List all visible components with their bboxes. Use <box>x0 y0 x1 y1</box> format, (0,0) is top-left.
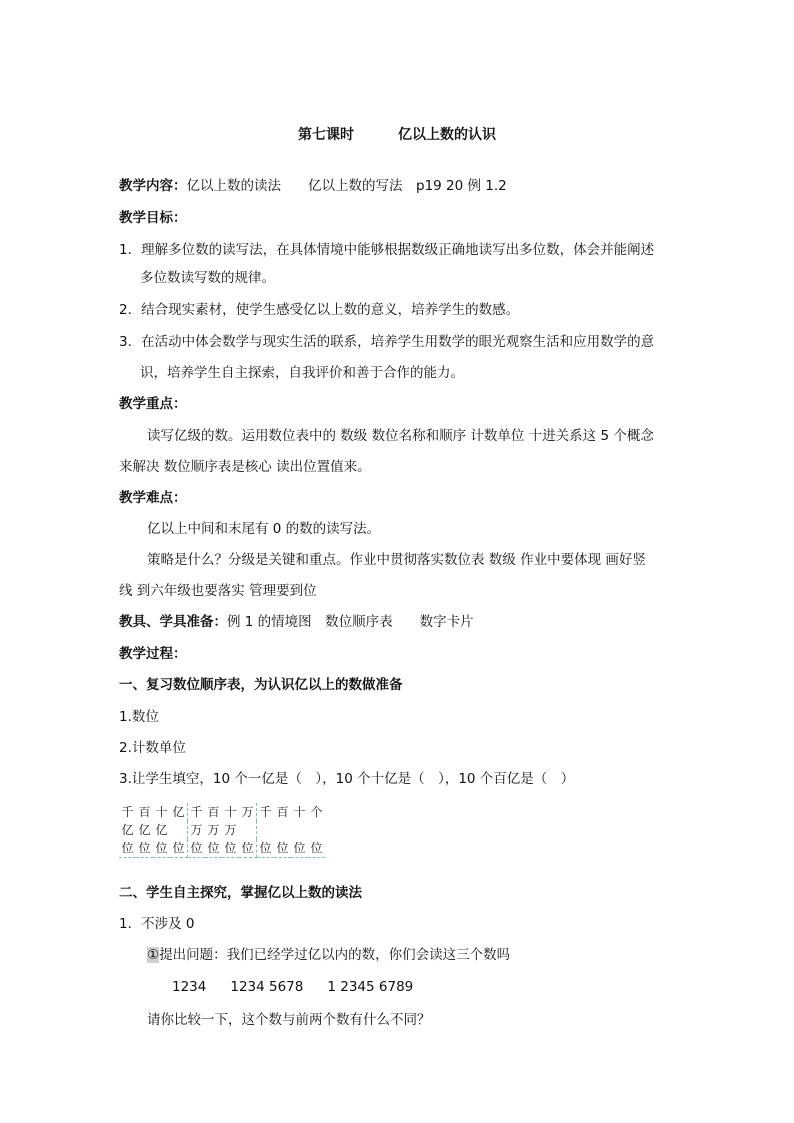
pv-cell: 位 <box>291 839 308 858</box>
compare-question: 请你比较一下，这个数与前两个数有什么不同？ <box>147 1012 431 1028</box>
section-1-item-1: 1.数位 <box>119 709 159 725</box>
section-1-heading: 一、复习数位顺序表，为认识亿以上的数做准备 <box>119 677 403 693</box>
goal-3-line-b: 识，培养学生自主探索，自我评价和善于合作的能力。 <box>140 365 464 381</box>
pv-cell: 十 <box>224 805 237 819</box>
pv-cell: 位 <box>222 839 239 858</box>
number-2: 1234 5678 <box>230 979 304 995</box>
content-line <box>119 176 507 196</box>
place-value-row-1 <box>119 803 325 821</box>
section-2-item-1: 1．不涉及 0 <box>119 916 195 932</box>
number-3: 1 2345 6789 <box>327 979 414 995</box>
pv-cell: 万 <box>190 823 203 837</box>
pv-cell: 位 <box>205 839 222 858</box>
lesson-number: 第七课时 <box>298 127 354 143</box>
tools-line <box>119 612 474 632</box>
place-value-row-2 <box>119 821 325 839</box>
difficulty-text-2: 策略是什么？分级是关键和重点。作业中贯彻落实数位表 数级 作业中要体现 画好竖 <box>147 552 646 568</box>
pv-cell: 位 <box>239 839 257 858</box>
pv-cell: 十 <box>293 805 306 819</box>
pv-cell: 位 <box>274 839 291 858</box>
difficulty-text-3: 线 到六年级也要落实 管理要到位 <box>119 583 317 599</box>
process-label: 教学过程： <box>119 646 187 662</box>
pv-cell: 亿 <box>138 823 151 837</box>
pv-cell: 万 <box>207 823 220 837</box>
numbers-line <box>172 977 413 997</box>
section-2-heading: 二、学生自主探究，掌握亿以上数的读法 <box>119 885 362 901</box>
pv-cell: 位 <box>170 839 188 858</box>
question-line <box>147 945 510 965</box>
difficulty-text-1: 亿以上中间和末尾有 0 的数的读写法。 <box>147 521 381 537</box>
pv-cell <box>257 821 275 839</box>
question-text: 提出问题：我们已经学过亿以内的数，你们会读这三个数吗 <box>159 947 511 963</box>
pv-cell: 千 <box>259 805 272 819</box>
pv-cell <box>239 821 257 839</box>
pv-cell <box>274 821 291 839</box>
number-1: 1234 <box>172 979 207 995</box>
pv-cell: 位 <box>188 839 206 858</box>
content-label: 教学内容： <box>119 178 187 194</box>
key-label: 教学重点： <box>119 396 187 412</box>
pv-cell: 亿 <box>170 803 188 821</box>
pv-cell: 位 <box>308 839 325 858</box>
pv-cell <box>308 821 325 839</box>
pv-cell <box>291 821 308 839</box>
goal-3-line-a: 3．在活动中体会数学与现实生活的联系，培养学生用数学的眼光观察生活和应用数学的意 <box>119 334 655 350</box>
difficulty-label: 教学难点： <box>119 490 187 506</box>
goals-label: 教学目标： <box>119 210 187 226</box>
pv-cell: 位 <box>136 839 153 858</box>
circled-number-one: ① <box>147 947 160 963</box>
place-value-table <box>119 803 325 858</box>
pv-cell: 位 <box>257 839 275 858</box>
pv-cell: 亿 <box>121 823 134 837</box>
pv-cell: 千 <box>190 805 203 819</box>
pv-cell <box>170 821 188 839</box>
goal-1-line-b: 多位数读写数的规律。 <box>140 270 275 286</box>
content-text: 亿以上数的读法 亿以上数的写法 p19 20 例 1.2 <box>186 178 507 194</box>
pv-cell: 位 <box>119 839 136 858</box>
goal-2: 2．结合现实素材，使学生感受亿以上数的意义，培养学生的数感。 <box>119 302 520 318</box>
place-value-row-3 <box>119 839 325 858</box>
tools-text: 例 1 的情境图 数位顺序表 数字卡片 <box>227 614 474 630</box>
pv-cell: 位 <box>153 839 170 858</box>
pv-cell: 百 <box>276 805 289 819</box>
section-1-item-2: 2.计数单位 <box>119 740 186 756</box>
pv-cell: 万 <box>239 803 257 821</box>
key-text-2: 来解决 数位顺序表是核心 读出位置值来。 <box>119 459 371 475</box>
page-title <box>0 124 794 144</box>
section-1-item-3: 3.让学生填空，10 个一亿是（ ），10 个十亿是（ ），10 个百亿是（ ） <box>119 771 575 787</box>
key-text-1: 读写亿级的数。运用数位表中的 数级 数位名称和顺序 计数单位 十进关系这 5 个概念 <box>147 428 654 444</box>
lesson-topic: 亿以上数的认识 <box>398 127 496 143</box>
goal-1-line-a: 1．理解多位数的读写法，在具体情境中能够根据数级正确地读写出多位数，体会并能阐述 <box>119 242 655 258</box>
pv-cell: 十 <box>155 805 168 819</box>
pv-cell: 百 <box>138 805 151 819</box>
pv-cell: 个 <box>310 805 323 819</box>
pv-cell: 万 <box>224 823 237 837</box>
pv-cell: 千 <box>121 805 134 819</box>
pv-cell: 亿 <box>155 823 168 837</box>
pv-cell: 百 <box>207 805 220 819</box>
tools-label: 教具、学具准备： <box>119 614 227 630</box>
